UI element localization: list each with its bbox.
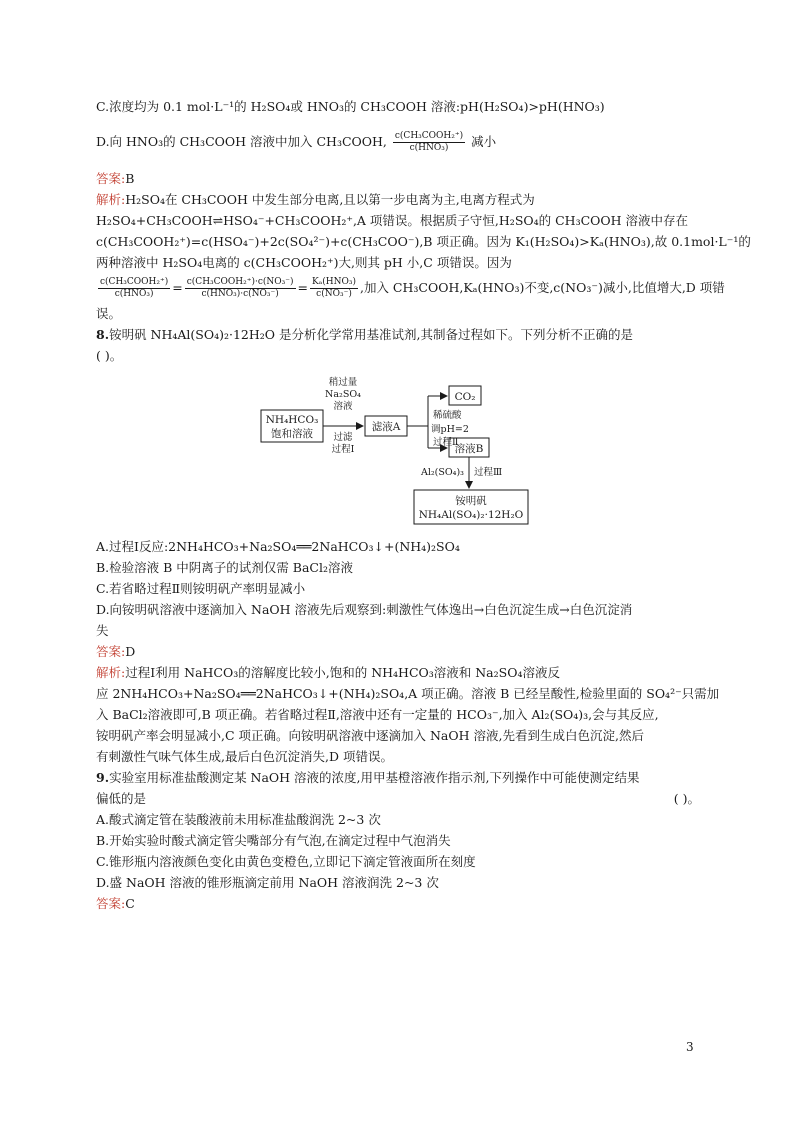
step1-top-1: 稍过量 — [328, 377, 358, 388]
question-text: 偏低的是 — [96, 791, 147, 806]
flowchart-diagram — [96, 370, 700, 530]
question-8-option-c: C.若省略过程Ⅱ则铵明矾产率明显减小 — [96, 581, 306, 596]
explanation-1-line-4: 两种溶液中 H₂SO₄电离的 c(CH₃COOH₂⁺)大,则其 pH 小,C 项错误。因为 — [96, 255, 512, 270]
explanation-2-line-4: 铵明矾产率会明显减小,C 项正确。向铵明矾溶液中逐滴加入 NaOH 溶液,先看到生成白色沉淀,然后 — [96, 728, 644, 743]
fraction-denominator: c(NO₃⁻) — [316, 289, 352, 299]
answer-value: D — [125, 644, 136, 659]
question-8-line-2: ( )。 — [96, 348, 123, 363]
answer-value: C — [125, 896, 135, 911]
step1-top-3: 溶液 — [333, 401, 353, 412]
option-d-suffix: 减小 — [471, 134, 497, 149]
fraction-numerator: c(CH₃COOH₂⁺) — [394, 131, 464, 141]
step3-right: 过程Ⅲ — [474, 467, 503, 478]
question-9-line-1 — [96, 767, 700, 788]
formula-fraction-1 — [98, 277, 170, 300]
flowchart — [96, 370, 700, 530]
answer-value: B — [125, 171, 135, 186]
step2-top: 稀硫酸 — [433, 410, 462, 421]
step1-bottom-1: 过滤 — [333, 432, 353, 443]
explanation-text: 过程Ⅰ利用 NaHCO₃的溶解度比较小,饱和的 NH₄HCO₃溶液和 Na₂SO₄溶液反 — [125, 665, 560, 680]
option-d — [96, 131, 700, 154]
product-label-1: 铵明矾 — [455, 495, 487, 507]
fraction-numerator: c(CH₃COOH₂⁺)·c(NO₃⁻) — [186, 277, 294, 287]
explanation-2-line-3: 入 BaCl₂溶液即可,B 项正确。若省略过程Ⅱ,溶液中还有一定量的 HCO₃⁻,加入 Al₂(SO₄)₃,会与其反应, — [96, 707, 659, 722]
explanation-1-line-1 — [96, 189, 700, 210]
question-8-option-b: B.检验溶液 B 中阴离子的试剂仅需 BaCl₂溶液 — [96, 560, 353, 575]
step1-bottom-2: 过程Ⅰ — [331, 444, 355, 455]
step3-left: Al₂(SO₄)₃ — [420, 467, 464, 478]
explanation-text: ,加入 CH₃COOH,Kₐ(HNO₃)不变,c(NO₃⁻)减小,比值增大,D 项错 — [359, 280, 725, 295]
explanation-1-line-2: H₂SO₄+CH₃COOH⇌HSO₄⁻+CH₃COOH₂⁺,A 项错误。根据质子守恒,H₂SO₄的 CH₃COOH 溶液中存在 — [96, 213, 689, 228]
question-9-line-2 — [96, 788, 700, 809]
start-box-label-1: NH₄HCO₃ — [265, 414, 319, 426]
answer-label: 答案: — [96, 171, 126, 186]
option-d-fraction — [393, 131, 465, 154]
question-8-option-a: A.过程Ⅰ反应:2NH₄HCO₃+Na₂SO₄══2NaHCO₃↓+(NH₄)₂SO₄ — [96, 539, 460, 554]
answer-label: 答案: — [96, 644, 126, 659]
page-content — [96, 96, 751, 914]
question-8-option-d-2: 失 — [96, 623, 109, 638]
explanation-label: 解析: — [96, 192, 126, 207]
question-8-line-1 — [96, 324, 700, 345]
answer-1 — [96, 168, 700, 189]
fraction-denominator: c(HNO₃) — [409, 143, 449, 153]
step2-mid: 调pH=2 — [431, 424, 469, 435]
explanation-1-line-6: 误。 — [96, 306, 122, 321]
option-c: C.浓度均为 0.1 mol·L⁻¹的 H₂SO₄或 HNO₃的 CH₃COOH 溶液:pH(H₂SO₄)>pH(HNO₃) — [96, 99, 605, 114]
explanation-2-line-2: 应 2NH₄HCO₃+Na₂SO₄══2NaHCO₃↓+(NH₄)₂SO₄,A 项正确。溶液 B 已经呈酸性,检验里面的 SO₄²⁻只需加 — [96, 686, 720, 701]
question-8-option-d-1: D.向铵明矾溶液中逐滴加入 NaOH 溶液先后观察到:刺激性气体逸出→白色沉淀生成→白色沉淀消 — [96, 602, 633, 617]
explanation-2-line-1 — [96, 662, 700, 683]
formula-fraction-3 — [310, 277, 358, 300]
question-9-option-d: D.盛 NaOH 溶液的锥形瓶滴定前用 NaOH 溶液润洗 2~3 次 — [96, 875, 439, 890]
question-text: 实验室用标准盐酸测定某 NaOH 溶液的浓度,用甲基橙溶液作指示剂,下列操作中可能使测定结果 — [109, 770, 640, 785]
fraction-numerator: c(CH₃COOH₂⁺) — [100, 277, 169, 287]
option-d-text: D.向 HNO₃的 CH₃COOH 溶液中加入 CH₃COOH, — [96, 134, 387, 149]
question-text: 铵明矾 NH₄Al(SO₄)₂·12H₂O 是分析化学常用基准试剂,其制备过程如下。下列分析不正确的是 — [109, 327, 633, 342]
answer-label: 答案: — [96, 896, 126, 911]
question-9-option-c: C.锥形瓶内溶液颜色变化由黄色变橙色,立即记下滴定管液面所在刻度 — [96, 854, 476, 869]
fraction-denominator: c(HNO₃)·c(NO₃⁻) — [201, 289, 279, 299]
answer-3 — [96, 893, 700, 914]
fraction-numerator: Kₐ(HNO₃) — [312, 277, 356, 287]
formula-fraction-2 — [185, 277, 296, 300]
answer-blank: ( )。 — [673, 791, 700, 806]
question-number: 8. — [96, 327, 110, 342]
explanation-2-line-5: 有刺激性气味气体生成,最后白色沉淀消失,D 项错误。 — [96, 749, 393, 764]
product-label-2: NH₄Al(SO₄)₂·12H₂O — [418, 509, 524, 521]
explanation-text: H₂SO₄在 CH₃COOH 中发生部分电离,且以第一步电离为主,电离方程式为 — [125, 192, 535, 207]
co2-label: CO₂ — [454, 391, 476, 403]
step2-bottom: 过程Ⅱ — [433, 437, 459, 448]
question-9-option-b: B.开始实验时酸式滴定管尖嘴部分有气泡,在滴定过程中气泡消失 — [96, 833, 451, 848]
step1-top-2: Na₂SO₄ — [325, 389, 361, 400]
start-box-label-2: 饱和溶液 — [271, 428, 313, 440]
question-number: 9. — [96, 770, 110, 785]
answer-2 — [96, 641, 700, 662]
page-number: 3 — [686, 1040, 694, 1054]
explanation-1-formula: $\frac{\text{c(CH₃COOH₂⁺)}}{\text{c(HNO₃)}}$ = $\frac{\text{c(CH₃COOH₂⁺)·c(NO₃⁻)}}{\text{c(HNO₃)·c(NO₃⁻)}}$ = $\frac{\text{Kₐ(HNO₃)}}{\text{c(NO₃⁻)}}$ ,加入 CH₃COOH,Kₐ(HNO₃)不变,c(NO₃⁻)减小,比值增大,D 项错 — [100, 277, 725, 299]
question-9-option-a: A.酸式滴定管在装酸液前未用标准盐酸润洗 2~3 次 — [96, 812, 381, 827]
fraction-denominator: c(HNO₃) — [114, 289, 154, 299]
explanation-1-line-3: c(CH₃COOH₂⁺)=c(HSO₄⁻)+2c(SO₄²⁻)+c(CH₃COO⁻),B 项正确。因为 K₁(H₂SO₄)>Kₐ(HNO₃),故 0.1mol·L⁻¹的 — [96, 234, 751, 249]
solution-b-label: 溶液B — [454, 443, 484, 455]
filtrate-a-label: 滤液A — [371, 421, 401, 433]
explanation-label: 解析: — [96, 665, 126, 680]
